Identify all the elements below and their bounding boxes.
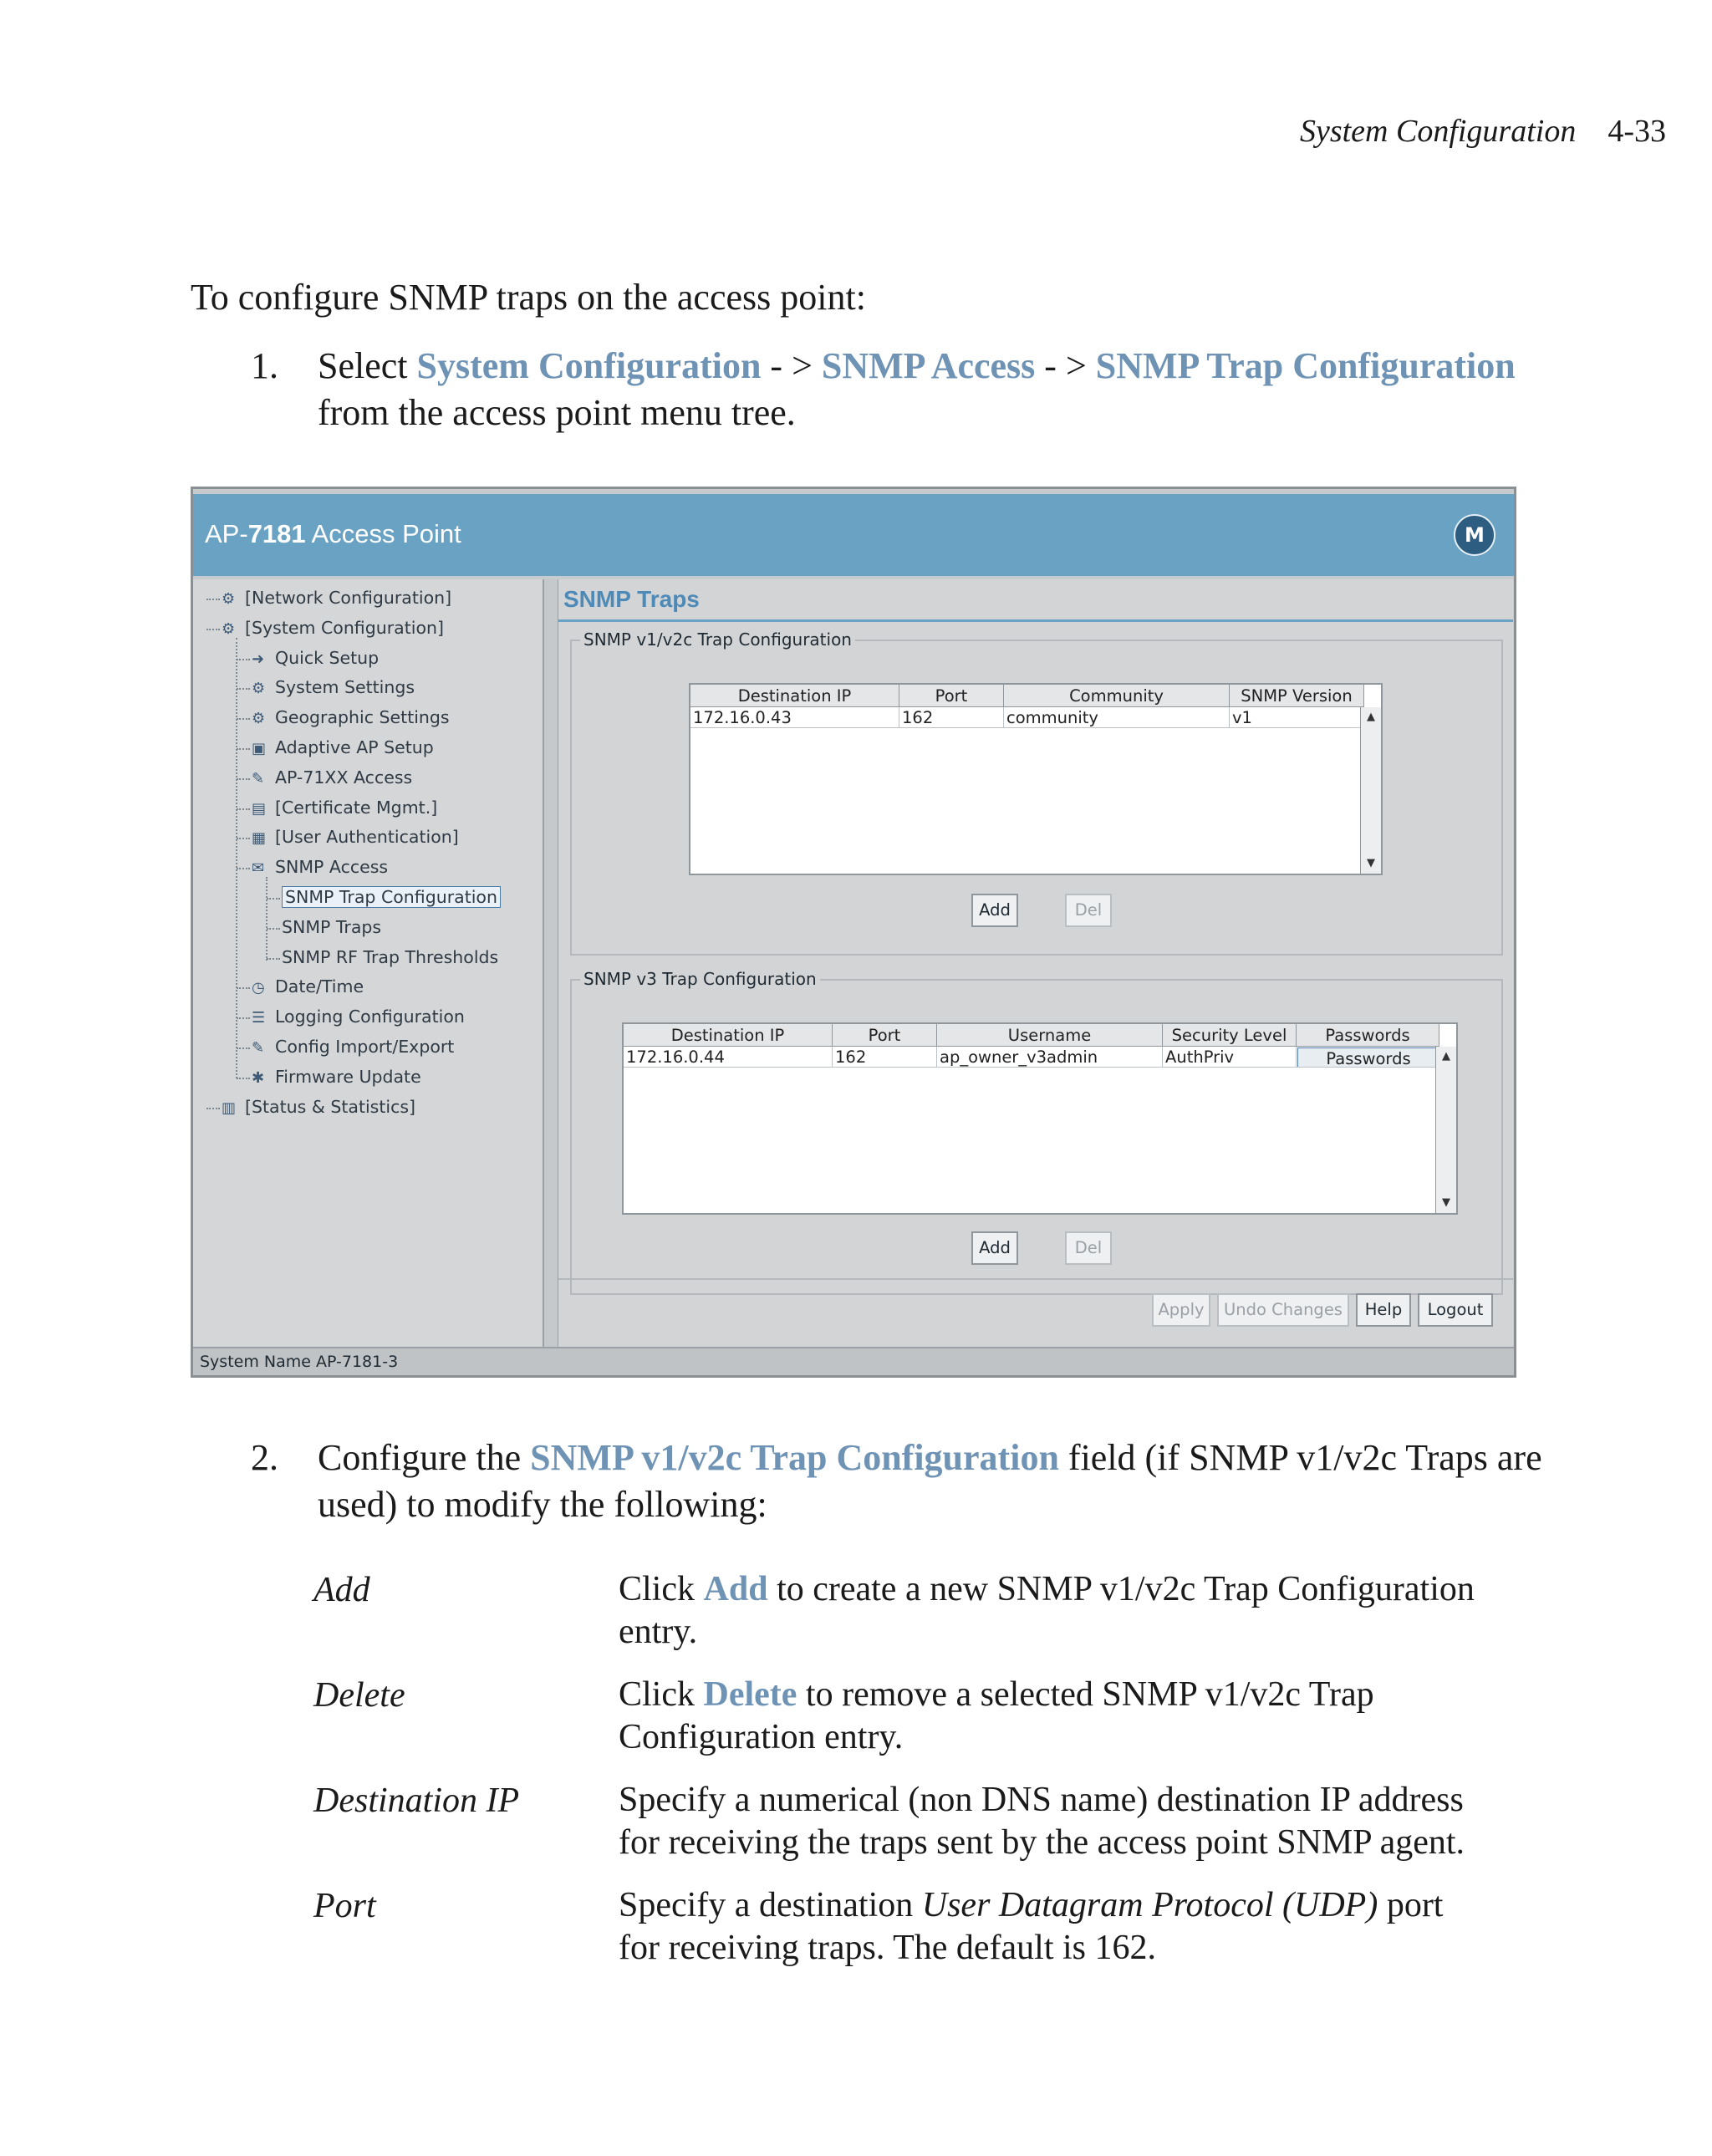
- tree-item[interactable]: [252, 737, 434, 757]
- tree-item[interactable]: [282, 947, 498, 967]
- col-header[interactable]: Port: [899, 685, 1004, 707]
- tree-connector: [237, 1047, 250, 1049]
- app-title-bar: [193, 494, 1514, 576]
- passwords-button[interactable]: Passwords: [1297, 1047, 1439, 1068]
- main-panel: [558, 579, 1513, 1347]
- col-header[interactable]: Port: [833, 1024, 937, 1047]
- step-1-number: 1.: [251, 345, 278, 386]
- v3-scrollbar[interactable]: [1435, 1047, 1456, 1213]
- tree-item-label: AP-71XX Access: [275, 767, 413, 787]
- undo-changes-button[interactable]: Undo Changes: [1217, 1293, 1349, 1327]
- tree-connector: [267, 898, 280, 900]
- log-icon: ☰: [252, 1009, 266, 1027]
- network-icon: ⚙: [222, 590, 236, 608]
- tree-item[interactable]: [222, 618, 444, 638]
- step-1-pre: Select: [318, 345, 417, 386]
- tree-item-label: System Settings: [275, 677, 415, 698]
- tree-connector: [237, 1078, 250, 1079]
- user-auth-icon: ▦: [252, 829, 267, 848]
- link-snmp-trap-configuration[interactable]: SNMP Trap Configuration: [1095, 345, 1516, 386]
- intro-text: To configure SNMP traps on the access point:: [191, 277, 866, 318]
- link-delete[interactable]: Delete: [703, 1675, 797, 1714]
- tree-connector: [237, 748, 250, 750]
- tree-connector: [206, 599, 220, 600]
- tree-item[interactable]: [252, 1037, 454, 1057]
- tree-connector: [237, 838, 250, 839]
- adaptive-ap-icon: ▣: [252, 740, 267, 757]
- access-icon: ✎: [252, 769, 265, 787]
- arrow-right-icon: ➜: [252, 650, 265, 668]
- scroll-up-icon[interactable]: ▲: [1367, 711, 1375, 723]
- scroll-down-icon[interactable]: ▼: [1442, 1196, 1450, 1209]
- settings-icon: ⚙: [252, 710, 266, 728]
- step-1-sep2: - >: [1035, 345, 1096, 386]
- link-add[interactable]: Add: [703, 1570, 768, 1608]
- tree-item[interactable]: [252, 976, 364, 996]
- link-snmp-v1v2c-trap-configuration[interactable]: SNMP v1/v2c Trap Configuration: [530, 1437, 1059, 1478]
- term-destination-ip: Destination IP: [313, 1781, 520, 1820]
- term-delete: Delete: [313, 1676, 405, 1715]
- col-header[interactable]: Passwords: [1297, 1024, 1439, 1047]
- term-add: Add: [313, 1571, 370, 1609]
- tree-item-label: Quick Setup: [275, 647, 380, 668]
- tree-item-label: Date/Time: [275, 976, 364, 997]
- tree-connector: [237, 1017, 250, 1019]
- tree-item[interactable]: [222, 588, 451, 608]
- table-cell[interactable]: v1: [1230, 707, 1364, 728]
- link-system-configuration[interactable]: System Configuration: [416, 345, 762, 386]
- col-header[interactable]: Destination IP: [690, 685, 899, 707]
- tree-connector: [237, 987, 250, 989]
- tree-item[interactable]: [252, 707, 450, 727]
- tree-item-label: [Status & Statistics]: [245, 1096, 416, 1117]
- step-2-pre: Configure the: [318, 1437, 531, 1478]
- table-cell[interactable]: 172.16.0.43: [690, 707, 899, 728]
- tree-item[interactable]: [252, 798, 437, 818]
- table-cell[interactable]: community: [1004, 707, 1230, 728]
- title-rule: [558, 619, 1513, 622]
- tree-item-label: SNMP Traps: [282, 916, 382, 937]
- col-header[interactable]: Username: [937, 1024, 1163, 1047]
- app-title: AP-7181 Access Point: [205, 519, 461, 548]
- tree-item[interactable]: [252, 857, 388, 877]
- footer-rule: [558, 1278, 1513, 1280]
- scroll-down-icon[interactable]: ▼: [1367, 857, 1375, 869]
- ap-screenshot: [191, 487, 1516, 1378]
- motorola-logo-icon: M: [1454, 514, 1495, 556]
- table-cell[interactable]: 162: [833, 1047, 937, 1068]
- link-snmp-access[interactable]: SNMP Access: [821, 345, 1036, 386]
- tree-connector: [267, 928, 280, 930]
- tree-item-label: SNMP Trap Configuration: [282, 886, 501, 908]
- col-header[interactable]: Community: [1004, 685, 1230, 707]
- v3-add-button[interactable]: Add: [971, 1231, 1018, 1265]
- running-header: [1300, 113, 1666, 150]
- desc-add: Click Add to create a new SNMP v1/v2c Trap Configuration entry.: [619, 1570, 1475, 1651]
- tree-connector: [237, 718, 250, 720]
- tree-item[interactable]: [252, 827, 459, 847]
- col-header[interactable]: SNMP Version: [1230, 685, 1364, 707]
- tree-item-label: Firmware Update: [275, 1066, 421, 1087]
- tree-item[interactable]: [222, 1097, 415, 1117]
- desc-delete: Click Delete to remove a selected SNMP v1/v2c Trap Configuration entry.: [619, 1675, 1374, 1756]
- v1v2c-group: [570, 629, 1503, 956]
- tree-item-label: [User Authentication]: [275, 827, 459, 848]
- clock-icon: ◷: [252, 979, 265, 997]
- col-header[interactable]: Security Level: [1163, 1024, 1297, 1047]
- desc-port: Specify a destination User Datagram Protocol (UDP) port for receiving traps. The default is 162.: [619, 1886, 1444, 1967]
- pane-splitter[interactable]: [544, 579, 558, 1347]
- tree-item-label: [Certificate Mgmt.]: [275, 797, 438, 818]
- step-1-sep1: - >: [761, 345, 822, 386]
- page-title: SNMP Traps: [563, 586, 700, 612]
- table-cell[interactable]: 162: [899, 707, 1004, 728]
- v1v2c-del-button[interactable]: Del: [1065, 894, 1112, 927]
- tree-connector: [266, 877, 268, 960]
- term-port: Port: [313, 1887, 376, 1925]
- v1v2c-scrollbar[interactable]: [1360, 707, 1381, 874]
- import-export-icon: ✎: [252, 1039, 265, 1057]
- firmware-icon: ✱: [252, 1068, 265, 1087]
- table-cell: [1297, 1047, 1439, 1068]
- v3-del-button[interactable]: Del: [1065, 1231, 1112, 1265]
- tree-item-label: SNMP Access: [275, 857, 389, 878]
- tree-item[interactable]: [282, 887, 501, 907]
- tree-item[interactable]: [252, 648, 379, 668]
- tree-item-label: [System Configuration]: [245, 617, 444, 638]
- menu-tree: [193, 579, 544, 1347]
- tree-item[interactable]: [252, 1067, 421, 1087]
- tree-connector: [237, 808, 250, 810]
- tree-item-label: SNMP RF Trap Thresholds: [282, 946, 499, 967]
- tree-connector: [236, 638, 237, 1078]
- tree-item[interactable]: [282, 917, 381, 937]
- step-2-post: field (if SNMP v1/v2c Traps are: [1058, 1437, 1542, 1478]
- tree-item-label: [Network Configuration]: [245, 588, 452, 608]
- tree-connector: [237, 778, 250, 780]
- logout-button[interactable]: Logout: [1418, 1293, 1493, 1327]
- table-cell[interactable]: ap_owner_v3admin: [937, 1047, 1163, 1068]
- system-config-icon: ⚙: [222, 619, 236, 638]
- tree-item[interactable]: [252, 1007, 465, 1027]
- table-cell[interactable]: 172.16.0.44: [624, 1047, 833, 1068]
- table-cell[interactable]: AuthPriv: [1163, 1047, 1297, 1068]
- tree-item[interactable]: [252, 767, 412, 787]
- header-section: System Configuration: [1299, 114, 1577, 149]
- tree-item-label: Geographic Settings: [275, 707, 450, 728]
- v1v2c-add-button[interactable]: Add: [971, 894, 1018, 927]
- step-2-line2: used) to modify the following:: [318, 1484, 767, 1525]
- col-header[interactable]: Destination IP: [624, 1024, 833, 1047]
- tree-item[interactable]: [252, 677, 415, 697]
- tree-item-label: Config Import/Export: [275, 1037, 455, 1057]
- v1v2c-group-label: SNMP v1/v2c Trap Configuration: [580, 629, 855, 650]
- desc-destination-ip: Specify a numerical (non DNS name) destination IP address for receiving the traps sent by the access point SNMP agent.: [619, 1781, 1465, 1862]
- tree-connector: [237, 659, 250, 660]
- tree-connector: [206, 1108, 220, 1109]
- stats-icon: ▥: [222, 1098, 237, 1117]
- tree-connector: [206, 629, 220, 630]
- help-button[interactable]: Help: [1356, 1293, 1411, 1327]
- tree-connector: [267, 958, 280, 960]
- page-number: 4-33: [1608, 114, 1666, 149]
- scroll-up-icon[interactable]: ▲: [1442, 1050, 1450, 1063]
- step-1-line2: from the access point menu tree.: [318, 392, 796, 433]
- status-bar: System Name AP-7181-3: [193, 1347, 1514, 1375]
- v3-group-label: SNMP v3 Trap Configuration: [580, 969, 820, 989]
- tree-connector: [237, 688, 250, 690]
- snmp-icon: ✉: [252, 859, 265, 878]
- v3-group: [570, 969, 1503, 1295]
- tree-item-label: Adaptive AP Setup: [275, 737, 434, 757]
- apply-button[interactable]: Apply: [1152, 1293, 1210, 1327]
- step-2-number: 2.: [251, 1437, 278, 1478]
- tree-item-label: Logging Configuration: [275, 1007, 465, 1027]
- settings-icon: ⚙: [252, 680, 266, 698]
- certificate-icon: ▤: [252, 799, 267, 818]
- tree-connector: [237, 868, 250, 869]
- v3-table: [622, 1022, 1458, 1215]
- v1v2c-table: [689, 683, 1383, 875]
